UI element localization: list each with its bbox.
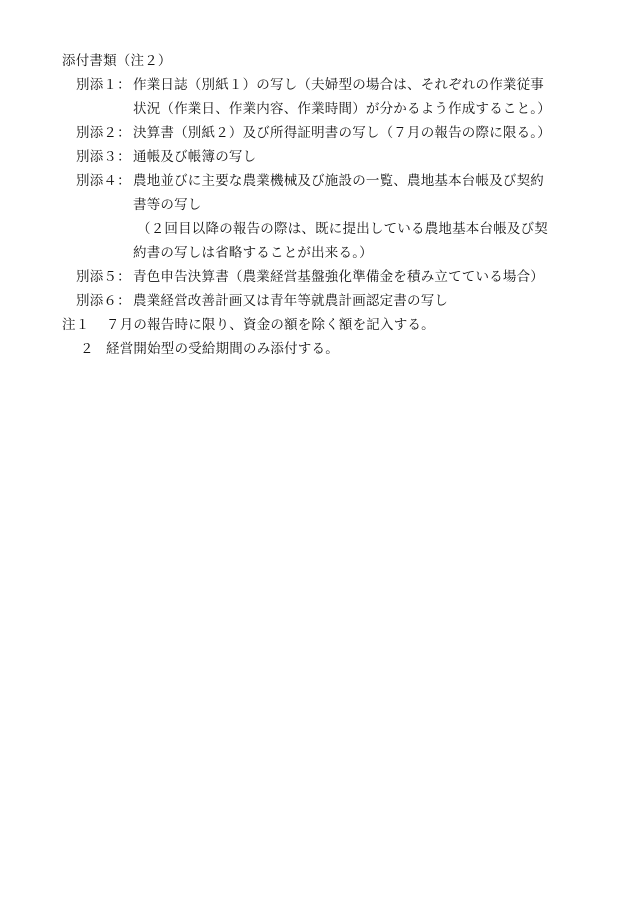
attachment-4-line-4: 約書の写しは省略することが出来る。）	[133, 245, 373, 261]
attachment-3-label: 別添３：	[76, 149, 131, 165]
attachment-6-line-1: 農業経営改善計画又は青年等就農計画認定書の写し	[133, 293, 449, 309]
attachment-4-line-1: 農地並びに主要な農業機械及び施設の一覧、農地基本台帳及び契約	[133, 173, 544, 189]
note-1-text: ７月の報告時に限り、資金の額を除く額を記入する。	[106, 317, 435, 333]
attachment-3-line-1: 通帳及び帳簿の写し	[133, 149, 257, 165]
attachment-4-line-3: （２回目以降の報告の際は、既に提出している農地基本台帳及び契	[137, 221, 548, 237]
attachment-5-line-1: 青色申告決算書（農業経営基盤強化準備金を積み立てている場合）	[133, 269, 544, 285]
attachment-1-line-1: 作業日誌（別紙１）の写し（夫婦型の場合は、それぞれの作業従事	[133, 77, 544, 93]
attachment-4-line-2: 書等の写し	[133, 197, 202, 213]
attachment-6-label: 別添６：	[76, 293, 131, 309]
attachments-heading: 添付書類（注２）	[62, 53, 172, 69]
attachment-1-label: 別添１：	[76, 77, 131, 93]
attachment-2-line-1: 決算書（別紙２）及び所得証明書の写し（７月の報告の際に限る。）	[133, 125, 551, 141]
attachment-1-line-2: 状況（作業日、作業内容、作業時間）が分かるよう作成すること。）	[133, 101, 551, 117]
attachment-5-label: 別添５：	[76, 269, 131, 285]
attachment-4-label: 別添４：	[76, 173, 131, 189]
note-2-text: 経営開始型の受給期間のみ添付する。	[106, 341, 339, 357]
attachment-2-label: 別添２：	[76, 125, 131, 141]
note-1-label: 注１	[62, 317, 90, 333]
note-2-label: ２	[80, 341, 94, 357]
